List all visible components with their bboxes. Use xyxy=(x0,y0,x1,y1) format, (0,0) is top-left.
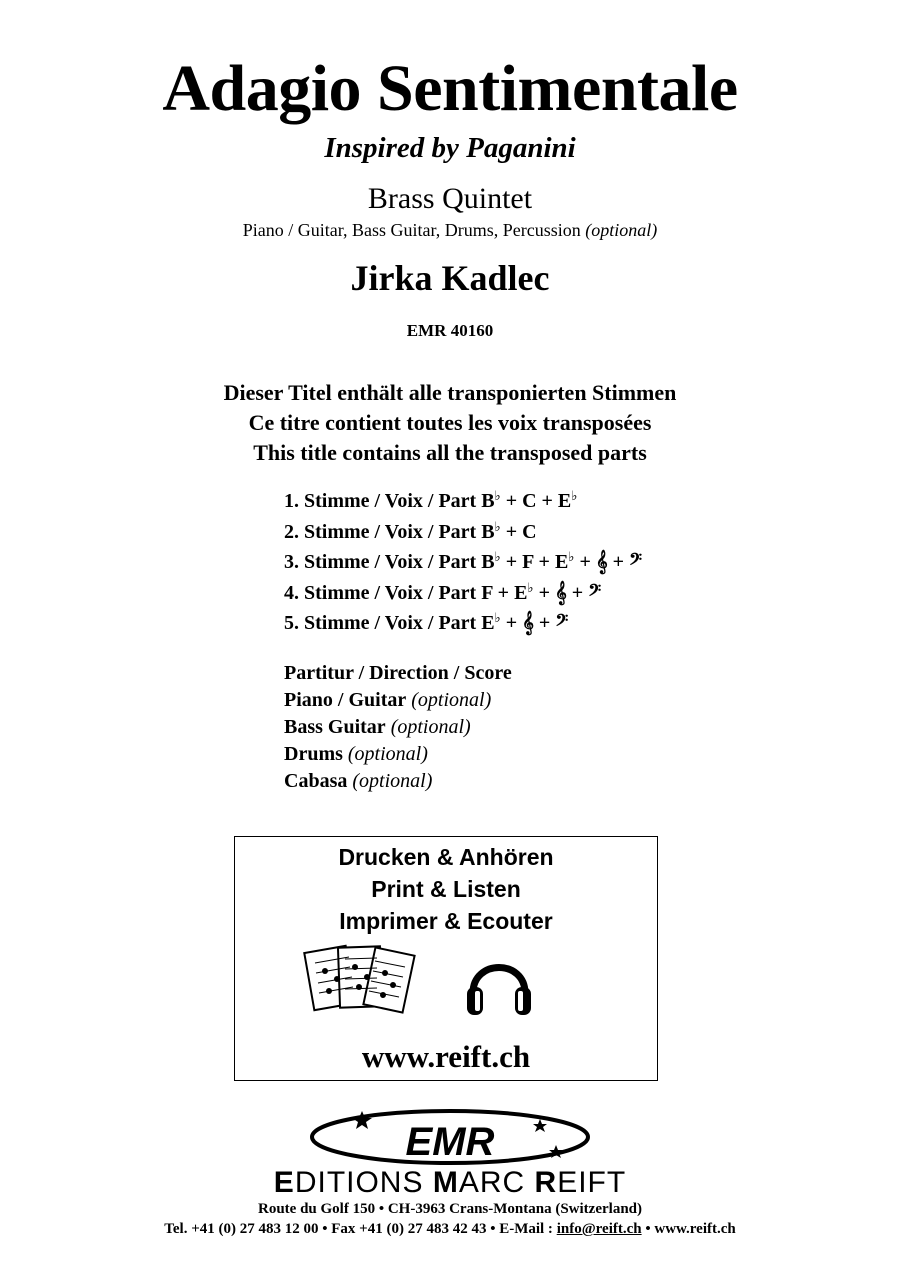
flat-icon: ♭ xyxy=(571,489,578,504)
treble-clef-icon: 𝄞 xyxy=(554,579,567,604)
extra-item: Drums (optional) xyxy=(284,743,428,765)
composer: Jirka Kadlec xyxy=(350,258,550,298)
headphones-icon xyxy=(461,947,537,1023)
transposed-notes xyxy=(0,378,900,468)
part-4: 4. Stimme / Voix / Part F + E♭ + 𝄞 + 𝄢 xyxy=(284,579,602,604)
print-listen-box xyxy=(234,836,658,1081)
parts-list xyxy=(284,482,642,635)
instrumentation-optional: (optional) xyxy=(585,220,658,240)
note-de: Dieser Titel enthält alle transponierten Stimmen xyxy=(223,380,677,405)
flat-icon: ♭ xyxy=(527,580,534,596)
flat-icon: ♭ xyxy=(494,611,501,626)
email-link[interactable]: info@reift.ch xyxy=(556,1221,642,1237)
extras-list xyxy=(284,660,512,795)
flat-icon: ♭ xyxy=(494,489,501,504)
publisher-contact: Tel. +41 (0) 27 483 12 00 • Fax +41 (0) 27 483 42 43 • E-Mail : info@reift.ch • www.reift.ch xyxy=(164,1221,736,1237)
extra-item: Bass Guitar (optional) xyxy=(284,716,471,738)
page-title: Adagio Sentimentale xyxy=(162,52,738,125)
part-5: 5. Stimme / Voix / Part E♭ + 𝄞 + 𝄢 xyxy=(284,610,569,634)
part-1: 1. Stimme / Voix / Part B♭ + C + E♭ xyxy=(284,489,578,512)
subtitle: Inspired by Paganini xyxy=(324,132,576,164)
treble-clef-icon: 𝄞 xyxy=(595,549,608,573)
flat-icon: ♭ xyxy=(494,550,501,565)
publisher-address: Route du Golf 150 • CH-3963 Crans-Montana (Switzerland) xyxy=(258,1201,642,1217)
flat-icon: ♭ xyxy=(568,550,575,565)
part-3: 3. Stimme / Voix / Part B♭ + F + E♭ + 𝄞 + 𝄢 xyxy=(284,549,642,573)
instrumentation xyxy=(0,219,900,241)
flat-icon: ♭ xyxy=(494,519,501,535)
publisher-name: EDITIONS MARC REIFT xyxy=(273,1166,627,1199)
part-2: 2. Stimme / Voix / Part B♭ + C xyxy=(284,519,537,543)
ensemble: Brass Quintet xyxy=(367,182,533,215)
note-fr: Ce titre contient toutes les voix transposées xyxy=(248,410,652,435)
logo-text: EMR xyxy=(405,1120,495,1164)
bass-clef-icon: 𝄢 xyxy=(588,579,602,604)
emr-logo xyxy=(300,1105,600,1167)
extra-item: Partitur / Direction / Score xyxy=(284,662,512,684)
instrumentation-main: Piano / Guitar, Bass Guitar, Drums, Percussion xyxy=(242,220,581,240)
sheet-music-icon xyxy=(303,941,423,1021)
note-en: This title contains all the transposed parts xyxy=(253,440,647,465)
promo-lines: Drucken & Anhören Print & Listen Imprimer & Ecouter xyxy=(338,844,554,934)
bass-clef-icon: 𝄢 xyxy=(555,610,569,634)
promo-url[interactable]: www.reift.ch xyxy=(361,1039,531,1074)
catalog-number: EMR 40160 xyxy=(406,321,494,340)
extra-item: Piano / Guitar (optional) xyxy=(284,689,492,711)
extra-item: Cabasa (optional) xyxy=(284,770,433,792)
bass-clef-icon: 𝄢 xyxy=(629,549,642,573)
treble-clef-icon: 𝄞 xyxy=(522,610,534,634)
